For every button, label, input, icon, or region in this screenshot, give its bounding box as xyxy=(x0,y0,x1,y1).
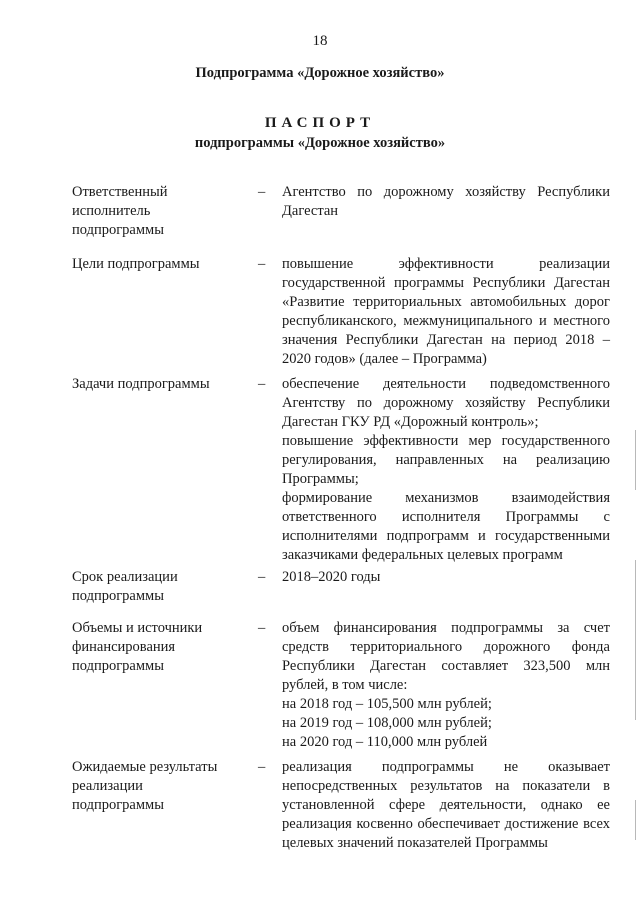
row-value xyxy=(282,758,610,853)
row-dash: – xyxy=(258,376,266,392)
row-paragraph: повышение эффективности реализации государственной программы Республики Дагестан «Развитие территориальных автомобильных дорог республиканского, межмуниципального и местного значения Республики Дагестан на период 2018 – 2020 годов» (далее – Программа) xyxy=(282,256,610,367)
row-dash: – xyxy=(258,620,266,636)
row-dash: – xyxy=(258,569,266,585)
row-paragraph: на 2020 год – 110,000 млн рублей xyxy=(282,734,488,750)
subprogram-heading: Подпрограмма «Дорожное хозяйство» xyxy=(195,65,445,81)
row-paragraph: повышение эффективности мер государственного регулирования, направленных на реализацию Программы; xyxy=(282,433,610,487)
scan-mark xyxy=(635,800,636,840)
row-paragraph: на 2018 год – 105,500 млн рублей; xyxy=(282,696,492,712)
row-paragraph: на 2019 год – 108,000 млн рублей; xyxy=(282,715,492,731)
row-value xyxy=(282,375,610,565)
row-value xyxy=(282,183,610,221)
scan-mark xyxy=(635,560,636,720)
row-paragraph: объем финансирования подпрограммы за счет средств территориального дорожного фонда Республики Дагестан составляет 323,500 млн рублей, в том числе: xyxy=(282,620,610,693)
row-value xyxy=(282,568,610,587)
row-label: Ожидаемые результаты реализации подпрограммы xyxy=(72,759,218,813)
passport-title: ПАСПОРТ xyxy=(264,115,376,131)
row-label: Цели подпрограммы xyxy=(72,256,200,272)
passport-subtitle: подпрограммы «Дорожное хозяйство» xyxy=(194,135,446,151)
row-paragraph: реализация подпрограммы не оказывает непосредственных результатов на показатели в установленной сфере деятельности, однако ее реализация косвенно обеспечивает достижение всех целевых значений показателей Программы xyxy=(282,759,610,851)
row-value xyxy=(282,255,610,369)
row-label: Ответственный исполнитель подпрограммы xyxy=(72,184,168,238)
row-paragraph: 2018–2020 годы xyxy=(282,569,381,585)
row-dash: – xyxy=(258,184,266,200)
row-paragraph: обеспечение деятельности подведомственного Агентству по дорожному хозяйству Республики Дагестан ГКУ РД «Дорожный контроль»; xyxy=(282,376,610,430)
row-value xyxy=(282,619,610,752)
row-paragraph: Агентство по дорожному хозяйству Республики Дагестан xyxy=(282,184,610,219)
row-dash: – xyxy=(258,759,266,775)
row-label: Объемы и источники финансирования подпрограммы xyxy=(72,620,203,674)
scan-mark xyxy=(635,430,636,490)
row-paragraph: формирование механизмов взаимодействия ответственного исполнителя Программы с исполнителями подпрограмм и государственными заказчиками федеральных целевых программ xyxy=(282,490,610,563)
row-label: Задачи подпрограммы xyxy=(72,376,210,392)
page-number: 18 xyxy=(312,33,328,49)
row-label: Срок реализации подпрограммы xyxy=(72,569,178,604)
row-dash: – xyxy=(258,256,266,272)
